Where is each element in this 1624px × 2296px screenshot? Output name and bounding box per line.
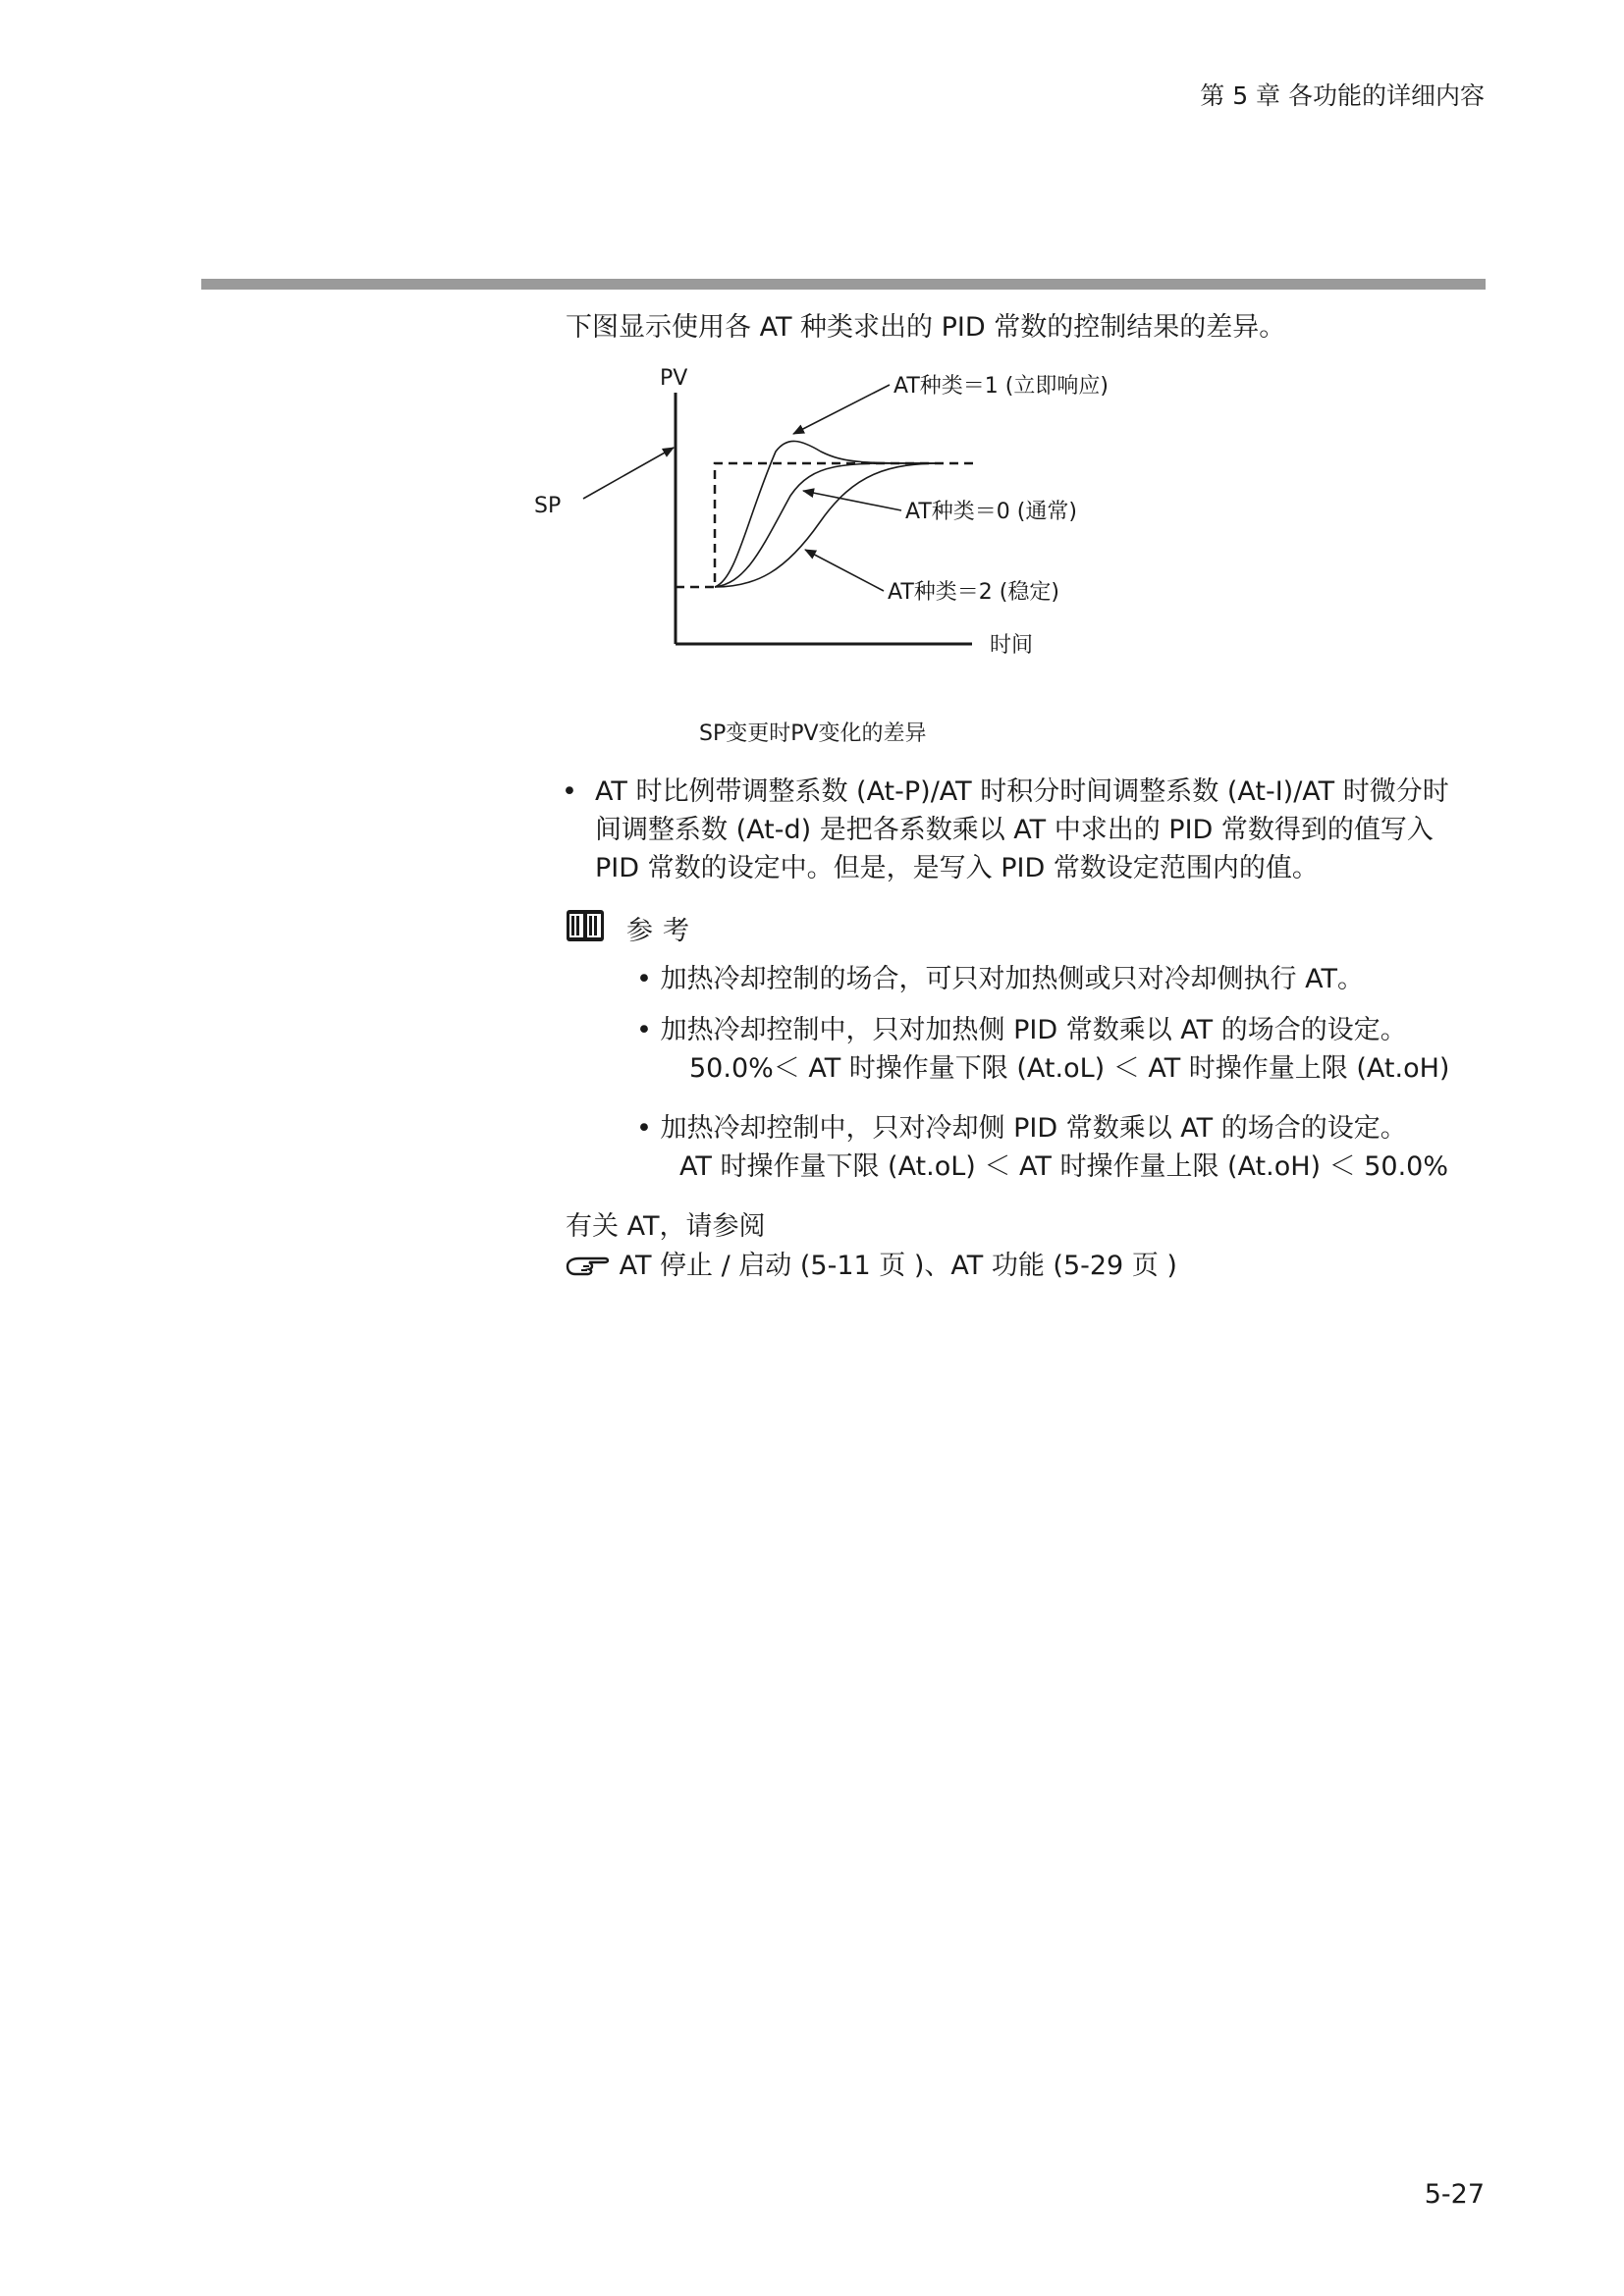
reference-item-text: • 加热冷却控制的场合，可只对加热侧或只对冷却侧执行 AT。 xyxy=(636,964,1364,994)
see-also-link[interactable]: AT 停止 / 启动 (5-11 页 )、AT 功能 (5-29 页 ) xyxy=(619,1251,1177,1281)
curve-arrow-type-2 xyxy=(805,550,884,591)
setpoint-step-line xyxy=(676,463,974,587)
bullet-marker: • xyxy=(562,776,577,807)
reference-heading xyxy=(566,907,699,951)
bullet-line: 间调整系数 (At-d) 是把各系数乘以 AT 中求出的 PID 常数得到的值写入 xyxy=(595,815,1434,845)
page-number: 5-27 xyxy=(1424,2179,1485,2210)
curve-arrow-type-0 xyxy=(803,491,901,510)
bullet-line: AT 时比例带调整系数 (At-P)/AT 时积分时间调整系数 (At-I)/AT 时微分时 xyxy=(595,776,1449,807)
reference-item xyxy=(636,960,1364,998)
intro-paragraph: 下图显示使用各 AT 种类求出的 PID 常数的控制结果的差异。 xyxy=(566,312,1286,343)
reference-item-formula: 50.0%＜ AT 时操作量下限 (At.oL) ＜ AT 时操作量上限 (At.oH) xyxy=(689,1053,1450,1084)
curve-arrow-type-1 xyxy=(793,385,890,434)
reference-item xyxy=(636,1011,1449,1088)
see-also-intro: 有关 AT，请参阅 xyxy=(566,1211,766,1242)
reference-item-text: • 加热冷却控制中，只对冷却侧 PID 常数乘以 AT 的场合的设定。 xyxy=(636,1113,1407,1144)
sp-label: SP xyxy=(534,494,562,518)
bullet-line: PID 常数的设定中。但是，是写入 PID 常数设定范围内的值。 xyxy=(595,853,1319,883)
section-rule xyxy=(201,279,1486,290)
reference-item-formula: AT 时操作量下限 (At.oL) ＜ AT 时操作量上限 (At.oH) ＜ 50.0% xyxy=(679,1151,1449,1182)
at-coefficient-bullet xyxy=(562,773,1449,887)
reference-item xyxy=(636,1109,1448,1186)
pointing-hand-icon xyxy=(566,1253,611,1278)
sp-arrow xyxy=(583,448,674,499)
pv-response-diagram xyxy=(534,353,1198,677)
curve-label-type-0: AT种类＝0 (通常) xyxy=(905,500,1077,524)
see-also-reference xyxy=(566,1247,1177,1285)
reference-item-text: • 加热冷却控制中，只对加热侧 PID 常数乘以 AT 的场合的设定。 xyxy=(636,1015,1407,1045)
curve-label-type-2: AT种类＝2 (稳定) xyxy=(888,580,1059,605)
y-axis-label: PV xyxy=(660,366,688,391)
chapter-header: 第 5 章 各功能的详细内容 xyxy=(1200,81,1485,110)
x-axis-label: 时间 xyxy=(990,633,1034,658)
reference-heading-text: 参考 xyxy=(626,916,699,946)
diagram-caption: SP变更时PV变化的差异 xyxy=(699,721,927,746)
book-icon xyxy=(566,907,605,944)
curve-label-type-1: AT种类＝1 (立即响应) xyxy=(893,374,1109,399)
